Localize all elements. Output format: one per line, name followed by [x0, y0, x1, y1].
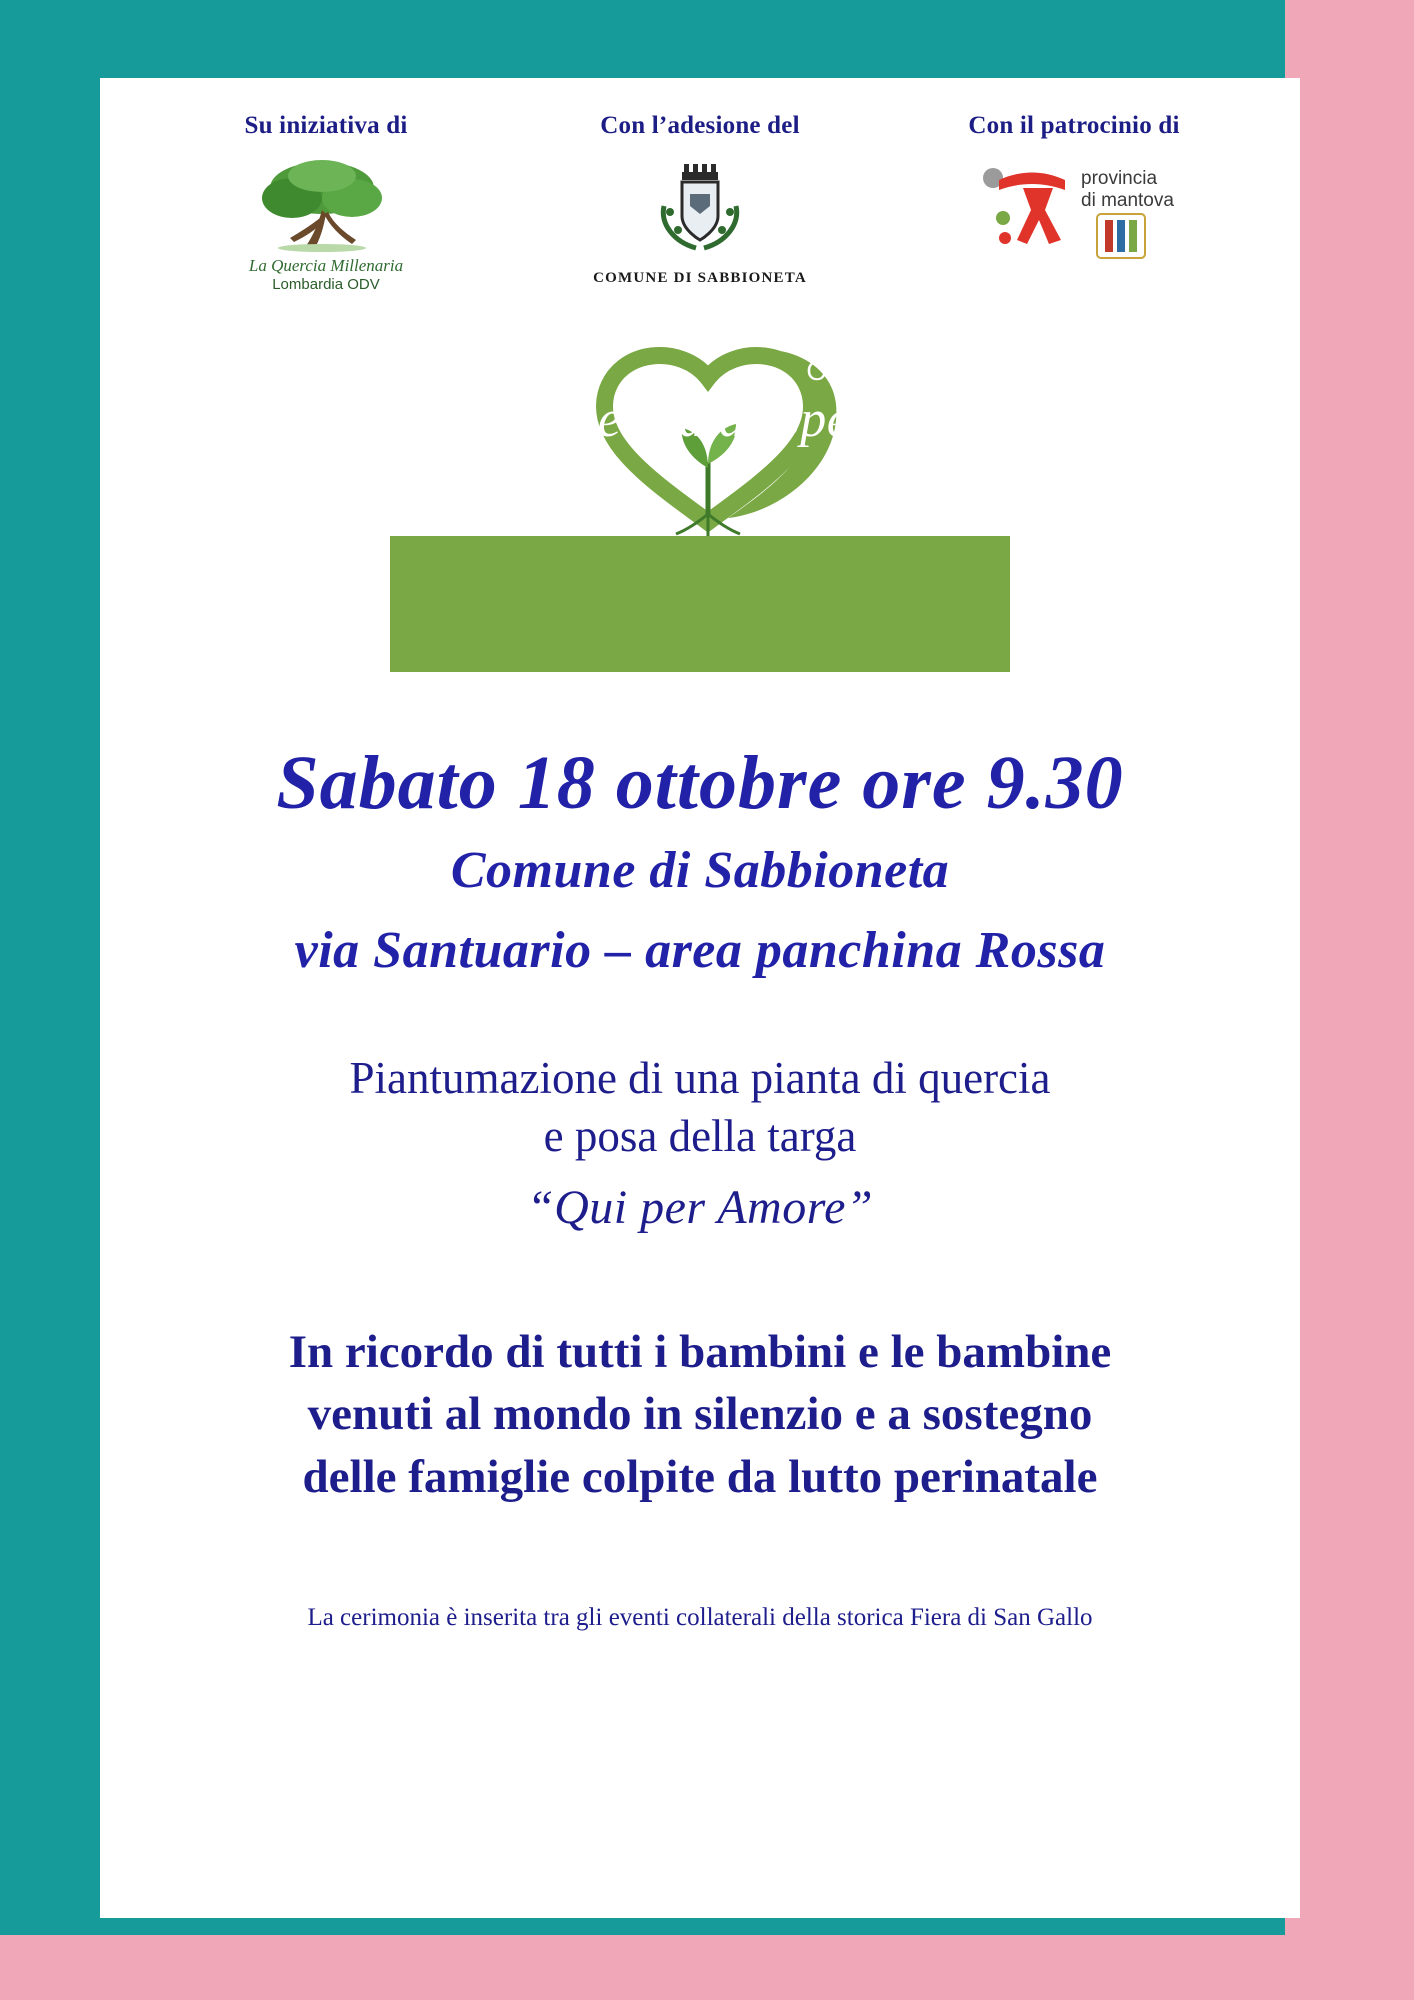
sponsor-left-caption: Su iniziativa di: [244, 112, 408, 139]
event-headline: Sabato 18 ottobre ore 9.30: [276, 741, 1124, 825]
province-logo-icon: [969, 154, 1179, 294]
event-address: via Santuario – area panchina Rossa: [294, 922, 1106, 980]
poster-sheet: [100, 78, 1300, 1918]
memory-line-1: In ricordo di tutti i bambini e le bambine: [288, 1325, 1112, 1378]
sponsor-center-caption: Con l’adesione del: [600, 112, 800, 139]
sponsor-center-name: COMUNE DI SABBIONETA: [593, 270, 807, 286]
sponsor-left-name-script: La Quercia Millenaria: [248, 256, 404, 275]
emblem-title: Una Quercia di Speranza: [428, 391, 972, 448]
sponsor-left: [176, 112, 476, 294]
plaque-quote: “Qui per Amore”: [526, 1180, 874, 1234]
oak-tree-icon: [236, 154, 416, 294]
event-activity-line1: Piantumazione di una pianta di quercia: [349, 1052, 1051, 1103]
event-place: Comune di Sabbioneta: [450, 841, 950, 899]
emblem-banner: [390, 536, 1010, 672]
sponsor-logos-row: [146, 112, 1254, 294]
civic-crest-icon: [593, 154, 807, 294]
sponsor-center: [550, 112, 850, 294]
campaign-emblem: [146, 342, 1254, 672]
memory-line-2: venuti al mondo in silenzio e a sostegno: [307, 1388, 1093, 1441]
sponsor-right-caption: Con il patrocinio di: [968, 112, 1180, 139]
emblem-right-label: Ottobre 2025: [806, 356, 964, 386]
svg-text:provincia: provincia: [1081, 168, 1158, 189]
event-footnote: La cerimonia è inserita tra gli eventi collaterali della storica Fiera di San Gallo: [307, 1604, 1093, 1632]
event-activity-line2: e posa della targa: [543, 1111, 857, 1162]
memory-text: [146, 1321, 1254, 1509]
memory-line-3: delle famiglie colpite da lutto perinatale: [302, 1450, 1098, 1503]
sponsor-right: [924, 112, 1224, 294]
sponsor-left-name: [249, 256, 403, 293]
svg-text:di mantova: di mantova: [1081, 190, 1174, 211]
emblem-left-label: BabyLoss: [436, 356, 555, 386]
sponsor-left-name-sub: Lombardia ODV: [272, 275, 380, 293]
